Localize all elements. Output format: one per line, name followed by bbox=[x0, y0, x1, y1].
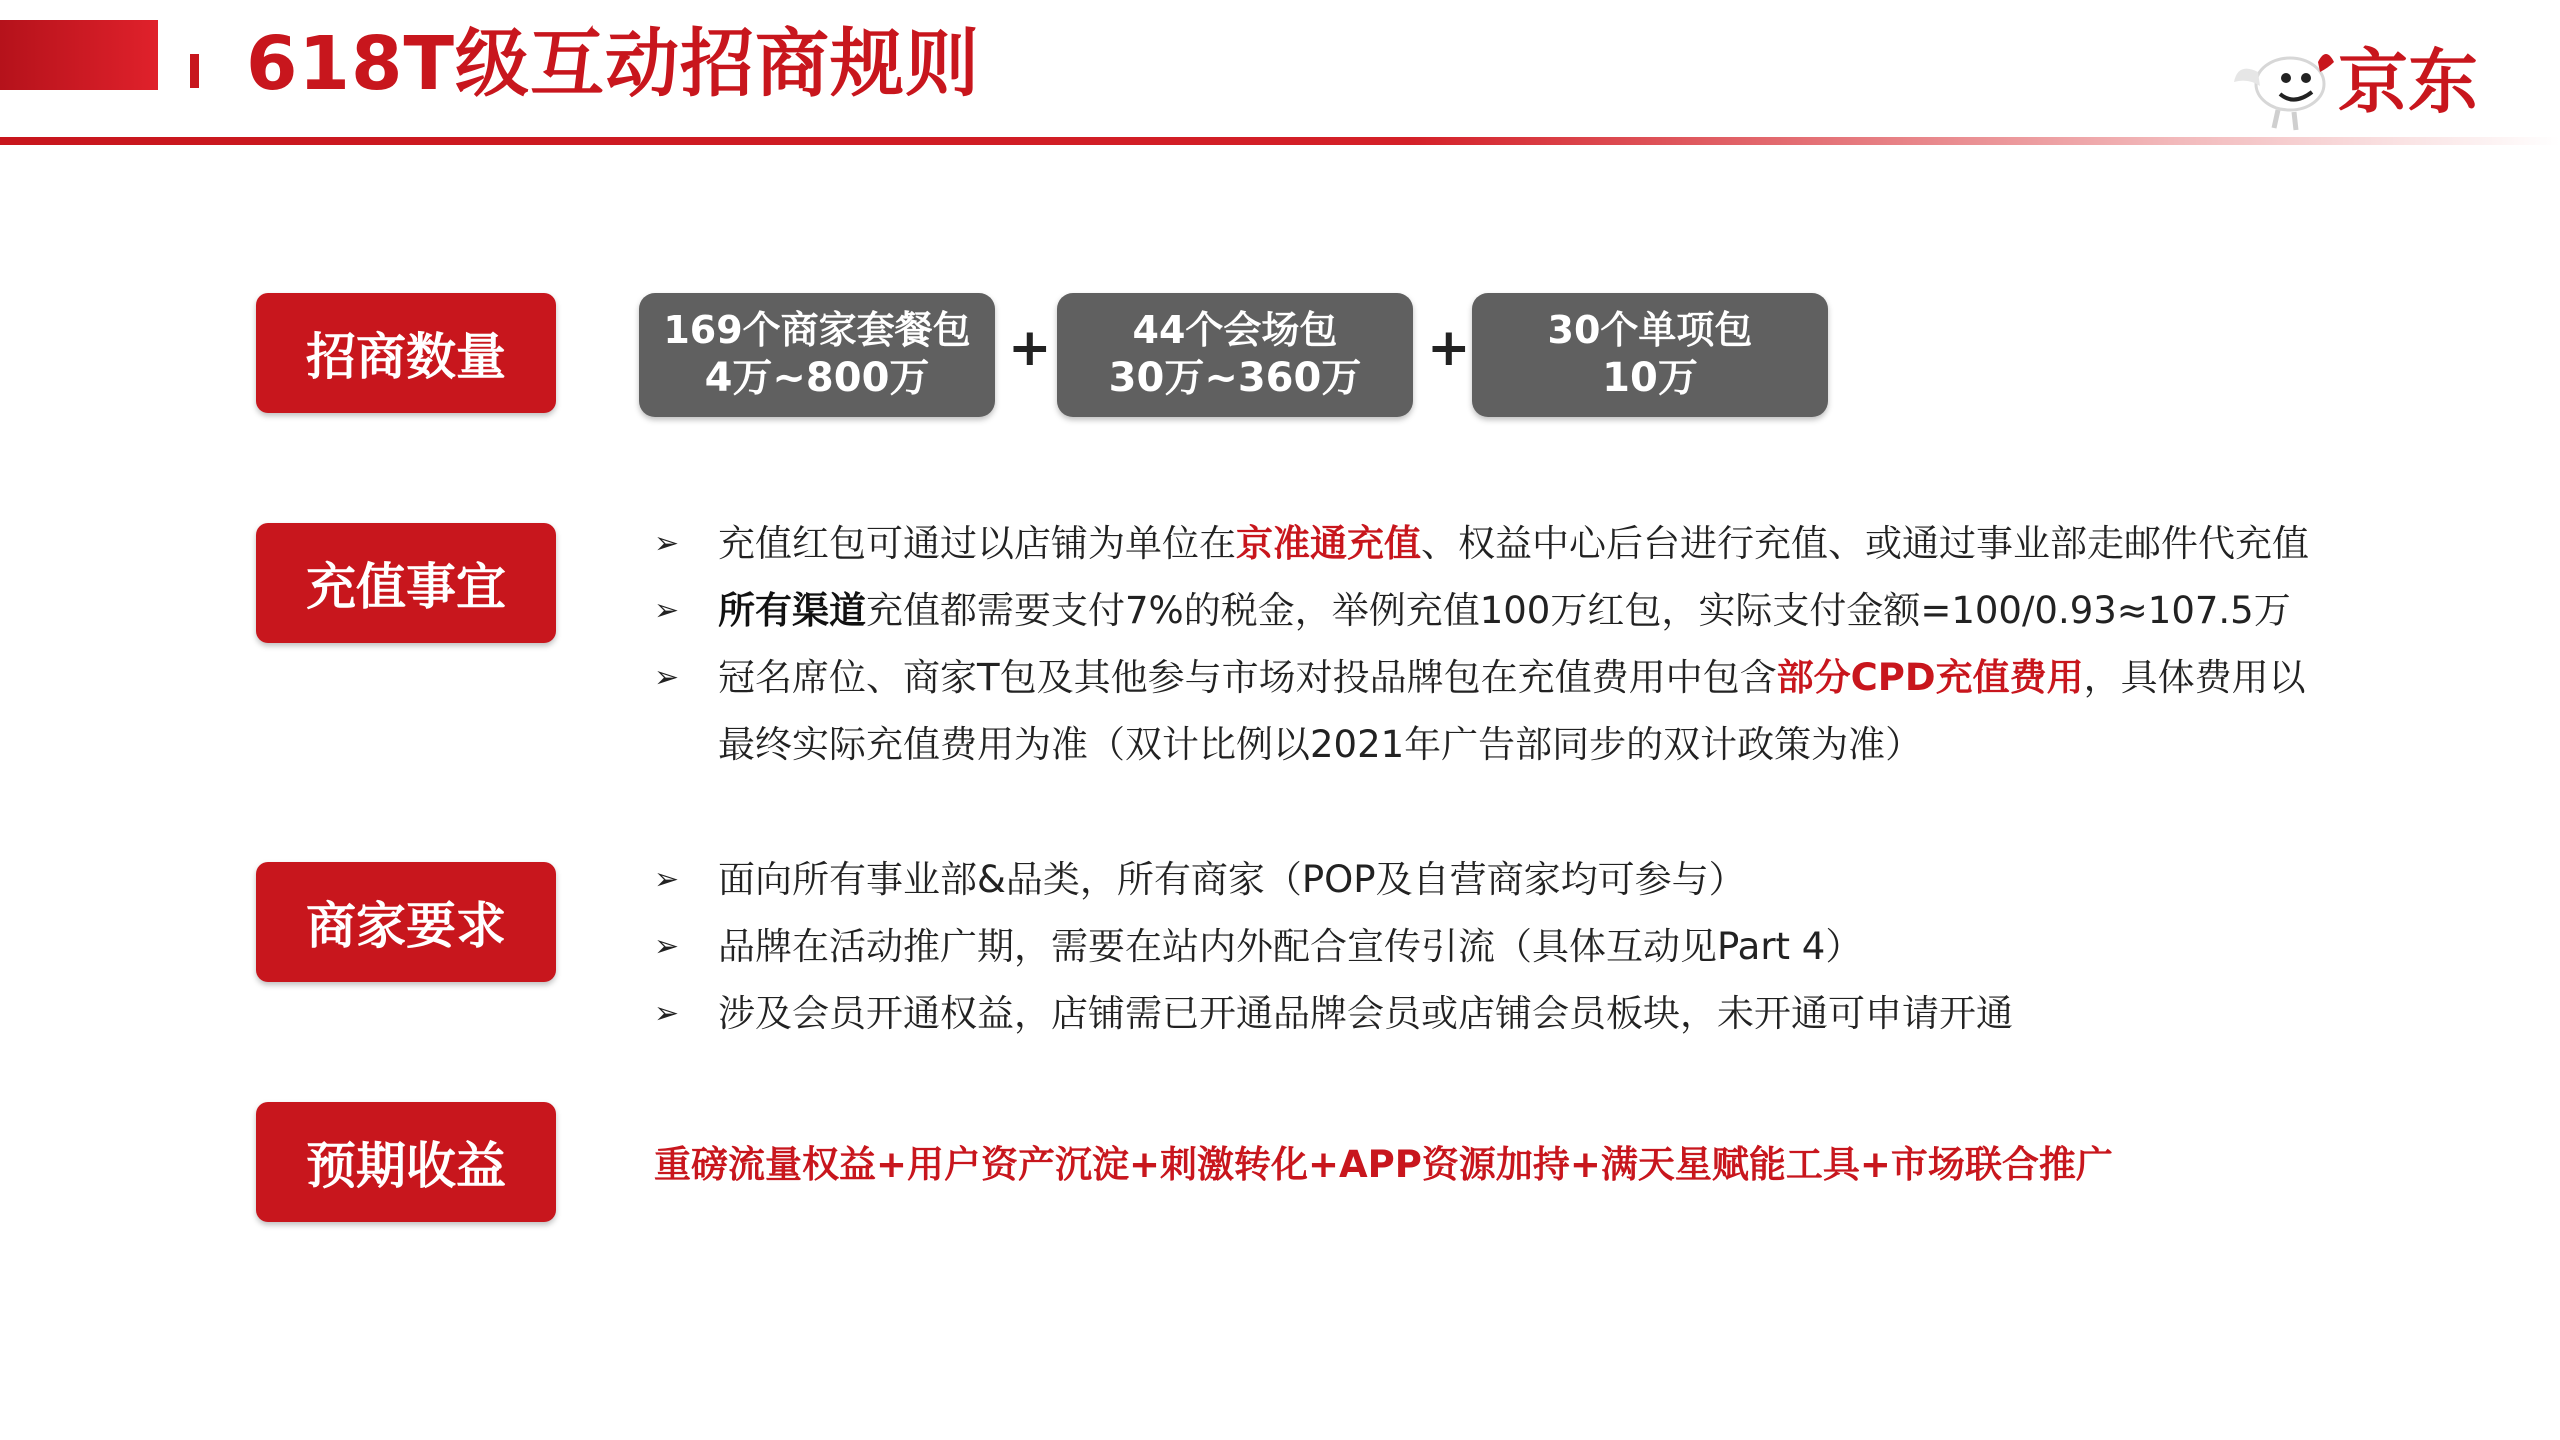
arrow-bullet-icon: ➢ bbox=[654, 660, 680, 695]
arrow-bullet-icon: ➢ bbox=[654, 862, 680, 897]
list-item: ➢ 面向所有事业部&品类，所有商家（POP及自营商家均可参与） bbox=[652, 846, 2013, 913]
header-red-tick bbox=[190, 54, 199, 88]
package-price: 10万 bbox=[1602, 354, 1698, 401]
page-title: 618T级互动招商规则 bbox=[246, 21, 980, 107]
benefits-text: 重磅流量权益+用户资产沉淀+刺激转化+APP资源加持+满天星赋能工具+市场联合推广 bbox=[654, 1143, 2113, 1186]
jd-dog-mascot-icon bbox=[2228, 32, 2338, 132]
list-item: ➢ 所有渠道充值都需要支付7%的税金，举例充值100万红包，实际支付金额=100/0.93≈107.5万 bbox=[652, 577, 2309, 644]
recharge-list bbox=[652, 510, 2309, 778]
list-item: ➢ 冠名席位、商家T包及其他参与市场对投品牌包在充值费用中包含部分CPD充值费用，具体费用以 最终实际充值费用为准（双计比例以2021年广告部同步的双计政策为准） bbox=[652, 644, 2309, 778]
highlight-text: 部分CPD充值费用 bbox=[1776, 656, 2084, 699]
title-divider bbox=[0, 137, 2560, 145]
package-title: 169个商家套餐包 bbox=[663, 308, 971, 353]
package-title: 30个单项包 bbox=[1547, 308, 1753, 353]
highlight-text: 京准通充值 bbox=[1236, 522, 1421, 565]
package-merchant bbox=[639, 293, 995, 417]
arrow-bullet-icon: ➢ bbox=[654, 996, 680, 1031]
header-red-block bbox=[0, 20, 158, 90]
package-price: 4万~800万 bbox=[704, 354, 930, 401]
jd-logo bbox=[2228, 32, 2518, 132]
label-recruit-count: 招商数量 bbox=[256, 293, 556, 413]
package-single bbox=[1472, 293, 1828, 417]
arrow-bullet-icon: ➢ bbox=[654, 526, 680, 561]
label-merchant-requirements: 商家要求 bbox=[256, 862, 556, 982]
plus-sign: + bbox=[1008, 318, 1052, 378]
logo-text: 京东 bbox=[2338, 41, 2478, 123]
arrow-bullet-icon: ➢ bbox=[654, 593, 680, 628]
list-item: ➢ 充值红包可通过以店铺为单位在京准通充值、权益中心后台进行充值、或通过事业部走邮件代充值 bbox=[652, 510, 2309, 577]
arrow-bullet-icon: ➢ bbox=[654, 929, 680, 964]
bold-text: 所有渠道 bbox=[718, 589, 866, 632]
plus-sign: + bbox=[1427, 318, 1471, 378]
label-recharge: 充值事宜 bbox=[256, 523, 556, 643]
label-expected-benefits: 预期收益 bbox=[256, 1102, 556, 1222]
package-price: 30万~360万 bbox=[1108, 354, 1362, 401]
merchant-list bbox=[652, 846, 2013, 1047]
list-item: ➢ 品牌在活动推广期，需要在站内外配合宣传引流（具体互动见Part 4） bbox=[652, 913, 2013, 980]
list-item-continuation: 最终实际充值费用为准（双计比例以2021年广告部同步的双计政策为准） bbox=[718, 723, 1923, 766]
package-title: 44个会场包 bbox=[1132, 308, 1338, 353]
package-venue bbox=[1057, 293, 1413, 417]
list-item: ➢ 涉及会员开通权益，店铺需已开通品牌会员或店铺会员板块，未开通可申请开通 bbox=[652, 980, 2013, 1047]
